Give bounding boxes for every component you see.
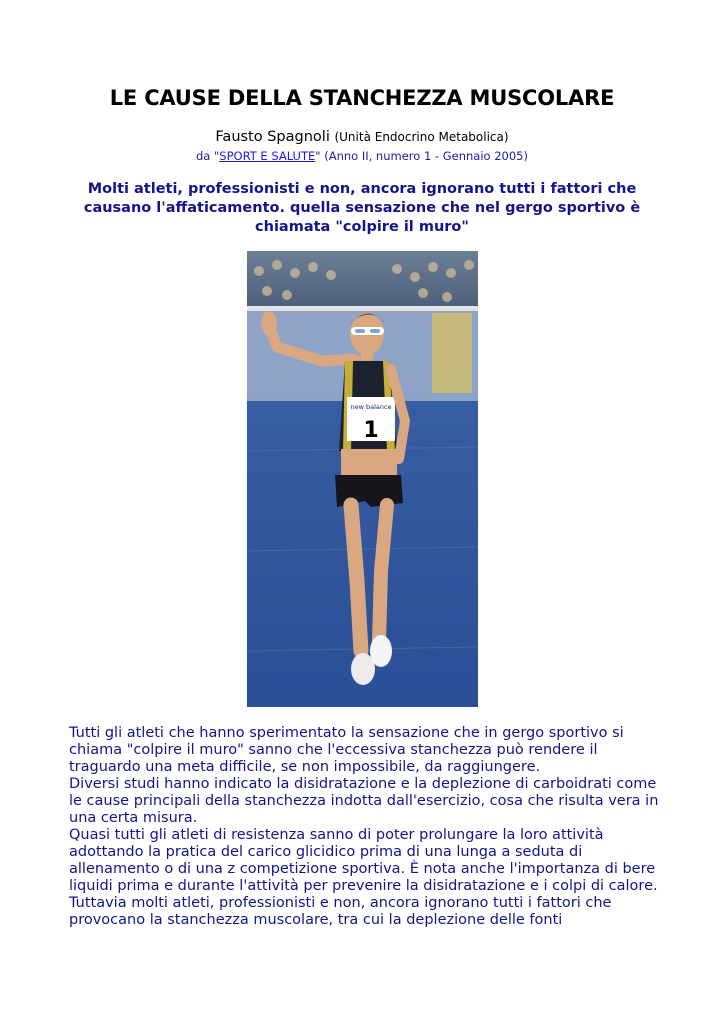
body-paragraph-3: Quasi tutti gli atleti di resistenza sanno di poter prolungare la loro attività adottando la pratica del carico glicidico prima di una lunga a seduta di allenamento o di una z competizione sportiva. È nota anche l'importanza di bere liquidi prima e durante l'attività per prevenire la disidratazione e i colpi di calore. Tuttavia molti atleti, professionisti e non, ancora ignorano tutti i fattori che provocano la stanchezza muscolare, tra cui la deplezione delle fonti <box>69 827 658 928</box>
source-suffix: " (Anno II, numero 1 - Gennaio 2005) <box>315 149 528 163</box>
article-title: LE CAUSE DELLA STANCHEZZA MUSCOLARE <box>109 86 615 110</box>
article-body <box>69 725 669 929</box>
author-name: Fausto Spagnoli <box>215 129 330 145</box>
runner-photo <box>247 251 478 707</box>
bib-number: 1 <box>363 418 379 443</box>
author-affiliation: (Unità Endocrino Metabolica) <box>334 130 509 144</box>
bib-brand: new balance <box>350 403 392 411</box>
source-prefix: da " <box>196 149 220 163</box>
body-paragraph-1: Tutti gli atleti che hanno sperimentato la sensazione che in gergo sportivo si chiama "colpire il muro" sanno che l'eccessiva stanchezza può rendere il traguardo una meta difficile, se non impossibile, da raggiungere. <box>69 725 624 775</box>
lead-paragraph: Molti atleti, professionisti e non, ancora ignorano tutti i fattori che causano l'affaticamento. quella sensazione che nel gergo sportivo è chiamata "colpire il muro" <box>83 181 641 235</box>
source-link[interactable]: SPORT E SALUTE <box>219 149 316 163</box>
body-paragraph-2: Diversi studi hanno indicato la disidratazione e la deplezione di carboidrati come le cause principali della stanchezza indotta dall'esercizio, cosa che risulta vera in una certa misura. <box>69 776 659 826</box>
author-line <box>0 129 724 145</box>
source-line <box>0 149 724 163</box>
